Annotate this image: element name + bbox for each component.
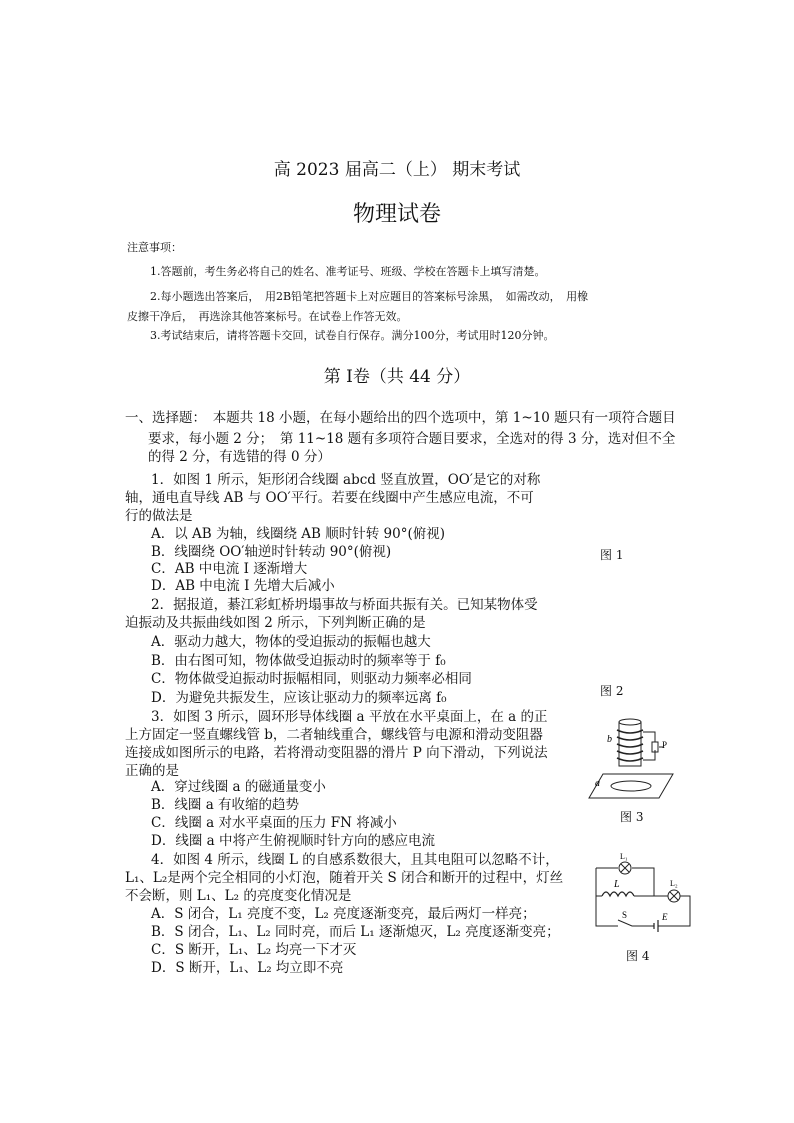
section-title: 第 Ⅰ卷（共 44 分） xyxy=(323,367,471,387)
figure-4-label-source: E xyxy=(662,912,668,922)
q3-option-c: C．线圈 a 对水平桌面的压力 FN 将减小 xyxy=(151,815,397,831)
part-one-line-2: 要求，每小题 2 分； 第 11~18 题有多项符合题目要求，全选对的得 3 分，选对但不全 xyxy=(148,431,676,447)
figure-3-label-b: b xyxy=(607,734,612,745)
q4-option-c: C．S 断开，L₁、L₂ 均亮一下才灭 xyxy=(151,942,357,958)
exam-subtitle: 物理试卷 xyxy=(352,202,441,227)
q2-option-c: C．物体做受迫振动时振幅相同，则驱动力频率必相同 xyxy=(151,671,472,687)
q2-stem-line-1: 2．据报道，綦江彩虹桥坍塌事故与桥面共振有关。已知某物体受 xyxy=(151,597,538,613)
q4-stem-line-3: 不会断，则 L₁、L₂ 的亮度变化情况是 xyxy=(125,888,352,904)
q4-stem-line-1: 4．如图 4 所示，线圈 L 的自感系数很大，且其电阻可以忽略不计， xyxy=(151,852,559,868)
part-one-line-3: 的得 2 分，有选错的得 0 分） xyxy=(148,449,331,465)
q3-stem-line-2: 上方固定一竖直螺线管 b，二者轴线重合，螺线管与电源和滑动变阻器 xyxy=(125,727,543,743)
q4-option-d: D．S 断开，L₁、L₂ 均立即不亮 xyxy=(151,960,344,976)
q2-option-d: D．为避免共振发生，应该让驱动力的频率远离 f₀ xyxy=(151,690,447,706)
figure-3-solenoid-diagram xyxy=(583,712,683,802)
figure-1-caption: 图 1 xyxy=(600,548,624,562)
q3-option-b: B．线圈 a 有收缩的趋势 xyxy=(151,797,300,813)
figure-3-label-p: P xyxy=(662,740,668,750)
figure-2-caption: 图 2 xyxy=(600,684,624,698)
figure-4-label-switch: S xyxy=(622,910,628,920)
q3-option-d: D．线圈 a 中将产生俯视顺时针方向的感应电流 xyxy=(151,833,435,849)
q1-option-d: D．AB 中电流 I 先增大后减小 xyxy=(151,578,335,594)
q3-stem-line-1: 3．如图 3 所示，圆环形导体线圈 a 平放在水平桌面上，在 a 的正 xyxy=(151,709,548,725)
exam-title: 高 2023 届高二（上） 期末考试 xyxy=(273,160,521,180)
q1-option-b: B．线圈绕 OO′轴逆时针转动 90°(俯视) xyxy=(151,544,392,560)
notice-item-2-cont: 皮擦干净后， 再选涂其他答案标号。在试卷上作答无效。 xyxy=(127,310,408,323)
q2-option-b: B．由右图可知，物体做受迫振动时的频率等于 f₀ xyxy=(151,653,446,669)
q3-stem-line-4: 正确的是 xyxy=(125,763,179,779)
q2-option-a: A．驱动力越大，物体的受迫振动的振幅也越大 xyxy=(151,634,431,650)
q2-stem-line-2: 迫振动及共振曲线如图 2 所示，下列判断正确的是 xyxy=(125,615,426,631)
figure-4-label-inductor: L xyxy=(614,879,620,890)
q3-option-a: A．穿过线圈 a 的磁通量变小 xyxy=(151,779,326,795)
figure-4-label-l2: L₂ xyxy=(670,879,678,888)
q4-option-a: A．S 闭合，L₁ 亮度不变，L₂ 亮度逐渐变亮，最后两灯一样亮； xyxy=(151,906,536,922)
figure-3-caption: 图 3 xyxy=(620,810,644,824)
q4-option-b: B．S 闭合，L₁、L₂ 同时亮，而后 L₁ 逐渐熄灭，L₂ 亮度逐渐变亮； xyxy=(151,924,560,940)
figure-4-caption: 图 4 xyxy=(626,949,650,963)
notice-heading: 注意事项： xyxy=(127,241,182,254)
q1-option-c: C．AB 中电流 I 逐渐增大 xyxy=(151,561,308,577)
part-one-line-1: 一、选择题： 本题共 18 小题，在每小题给出的四个选项中，第 1~10 题只有一项符合题目 xyxy=(125,410,676,426)
notice-item-3: 3.考试结束后，请将答题卡交回，试卷自行保存。满分100分，考试用时120分钟。 xyxy=(150,329,555,342)
q1-stem-line-2: 轴，通电直导线 AB 与 OO′平行。若要在线圈中产生感应电流，不可 xyxy=(125,490,534,506)
q4-stem-line-2: L₁、L₂是两个完全相同的小灯泡，随着开关 S 闭合和断开的过程中，灯丝 xyxy=(125,870,564,886)
q1-stem-line-3: 行的做法是 xyxy=(125,508,193,524)
q1-option-a: A．以 AB 为轴，线圈绕 AB 顺时针转 90°(俯视) xyxy=(151,526,446,542)
notice-item-1: 1.答题前，考生务必将自己的姓名、准考证号、班级、学校在答题卡上填写清楚。 xyxy=(150,265,546,278)
q3-stem-line-3: 连接成如图所示的电路，若将滑动变阻器的滑片 P 向下滑动，下列说法 xyxy=(125,745,548,761)
q1-stem-line-1: 1．如图 1 所示，矩形闭合线圈 abcd 竖直放置，OO′是它的对称 xyxy=(151,472,541,488)
figure-4-circuit-diagram xyxy=(588,850,698,940)
notice-item-2: 2.每小题选出答案后， 用2B铅笔把答题卡上对应题目的答案标号涂黑， 如需改动， 用橡 xyxy=(150,290,589,303)
figure-3-label-a: a xyxy=(595,778,600,789)
figure-4-label-l1: L₁ xyxy=(620,852,628,861)
